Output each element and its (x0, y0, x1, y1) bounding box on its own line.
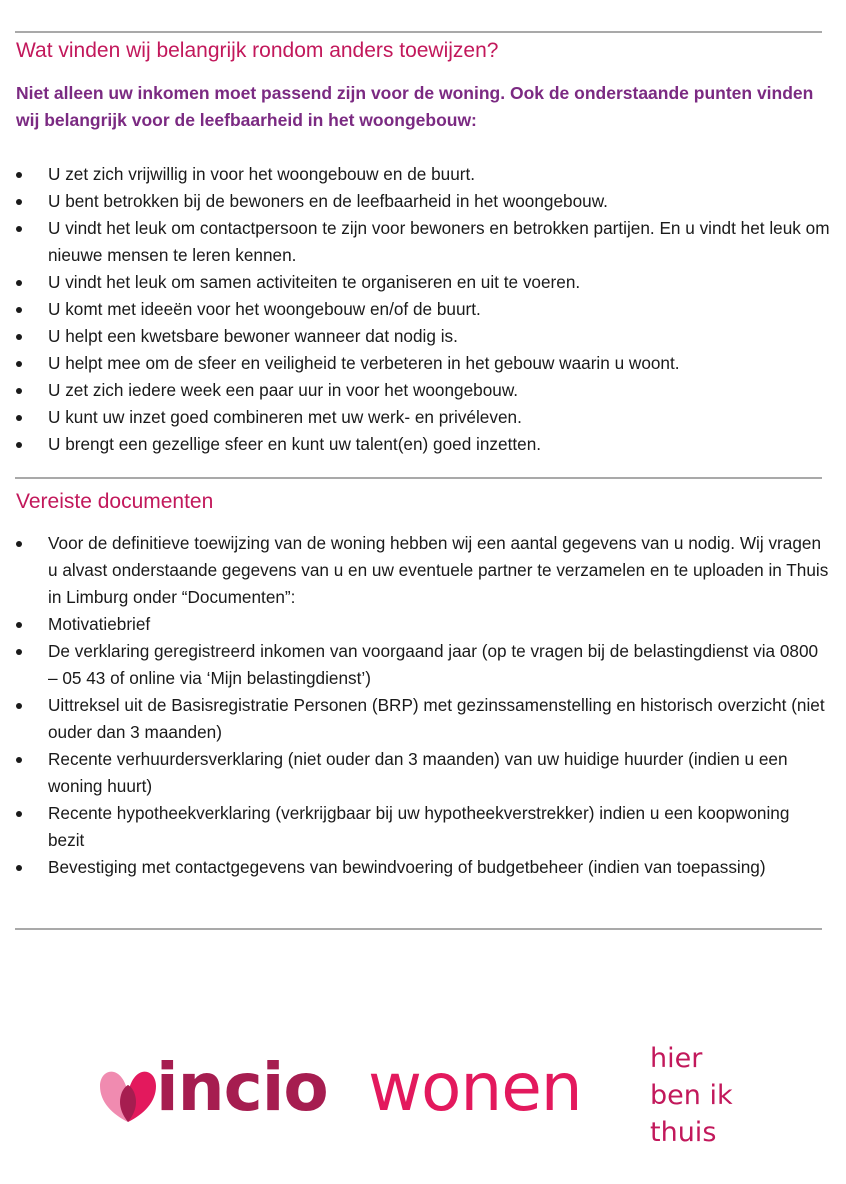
bullet-icon (16, 442, 22, 448)
bullet-icon (16, 865, 22, 871)
incio-wonen-logo (98, 1040, 778, 1150)
bullet-icon (16, 361, 22, 367)
list-item-text: Motivatiebrief (48, 614, 151, 634)
list-item-text: Recente hypotheekverklaring (verkrijgbaar bij uw hypotheekverstrekker) indien u een koopwoning bezit (48, 803, 790, 850)
logo-word-wonen: wonen (368, 1049, 582, 1126)
heart-icon (98, 1064, 158, 1124)
bullet-icon (16, 334, 22, 340)
bullet-icon (16, 199, 22, 205)
section-title-documents: Vereiste documenten (16, 490, 214, 513)
list-item (0, 611, 830, 638)
list-item (0, 323, 830, 350)
bottom-divider (15, 928, 822, 930)
list-item-text: U helpt mee om de sfeer en veiligheid te verbeteren in het gebouw waarin u woont. (48, 353, 680, 373)
logo-word-incio: incio (156, 1049, 328, 1126)
bullet-icon (16, 541, 22, 547)
list-item-text: U vindt het leuk om contactpersoon te zijn voor bewoners en betrokken partijen. En u vindt het leuk om nieuwe mensen te leren kennen. (48, 218, 830, 265)
list-item (0, 161, 830, 188)
tagline-line-3: thuis (650, 1117, 717, 1148)
list-item-text: U brengt een gezellige sfeer en kunt uw talent(en) goed inzetten. (48, 434, 542, 454)
list-item (0, 215, 830, 269)
tagline-line-1: hier (650, 1043, 703, 1074)
bullet-icon (16, 172, 22, 178)
list-item-text: U helpt een kwetsbare bewoner wanneer dat nodig is. (48, 326, 458, 346)
list-item (0, 854, 830, 881)
list-item (0, 638, 830, 692)
list-item (0, 296, 830, 323)
list-item-text: U vindt het leuk om samen activiteiten te organiseren en uit te voeren. (48, 272, 581, 292)
bullet-icon (16, 280, 22, 286)
list-item (0, 431, 830, 458)
tagline-line-2: ben ik (650, 1080, 733, 1111)
bullet-icon (16, 226, 22, 232)
bullet-icon (16, 415, 22, 421)
list-item-text: Recente verhuurdersverklaring (niet ouder dan 3 maanden) van uw huidige huurder (indien u een woning huurt) (48, 749, 788, 796)
list-item-text: Uittreksel uit de Basisregistratie Personen (BRP) met gezinssamenstelling en historisch overzicht (niet ouder dan 3 maanden) (48, 695, 825, 742)
criteria-intro: Niet alleen uw inkomen moet passend zijn voor de woning. Ook de onderstaande punten vinden wij belangrijk voor de leefbaarheid in het woongebouw: (16, 83, 814, 130)
list-item (0, 269, 830, 296)
bullet-icon (16, 703, 22, 709)
documents-list (0, 530, 830, 881)
list-item-text: U komt met ideeën voor het woongebouw en/of de buurt. (48, 299, 481, 319)
bullet-icon (16, 811, 22, 817)
list-item (0, 350, 830, 377)
list-item-text: U kunt uw inzet goed combineren met uw werk- en privéleven. (48, 407, 522, 427)
list-item (0, 377, 830, 404)
list-item (0, 188, 830, 215)
bullet-icon (16, 622, 22, 628)
list-item (0, 530, 830, 611)
bullet-icon (16, 307, 22, 313)
list-item-text: U zet zich iedere week een paar uur in voor het woongebouw. (48, 380, 519, 400)
list-item (0, 800, 830, 854)
section-title-criteria: Wat vinden wij belangrijk rondom anders toewijzen? (16, 39, 499, 62)
middle-divider (15, 477, 822, 479)
list-item-text: U zet zich vrijwillig in voor het woongebouw en de buurt. (48, 164, 476, 184)
list-item (0, 404, 830, 431)
list-item-text: U bent betrokken bij de bewoners en de leefbaarheid in het woongebouw. (48, 191, 608, 211)
list-item (0, 746, 830, 800)
top-divider (15, 31, 822, 33)
list-item-text: Voor de definitieve toewijzing van de woning hebben wij een aantal gegevens van u nodig. Wij vragen u alvast onderstaande gegevens van u en uw eventuele partner te verzamelen en te uploaden in Thuis in Limburg onder “Documenten”: (48, 533, 829, 607)
criteria-list (0, 161, 830, 458)
list-item-text: De verklaring geregistreerd inkomen van voorgaand jaar (op te vragen bij de belastingdienst via 0800 – 05 43 of online via ‘Mijn belastingdienst’) (48, 641, 819, 688)
list-item-text: Bevestiging met contactgegevens van bewindvoering of budgetbeheer (indien van toepassing) (48, 857, 766, 877)
list-item (0, 692, 830, 746)
bullet-icon (16, 649, 22, 655)
logo-tagline (650, 1040, 733, 1151)
bullet-icon (16, 757, 22, 763)
bullet-icon (16, 388, 22, 394)
